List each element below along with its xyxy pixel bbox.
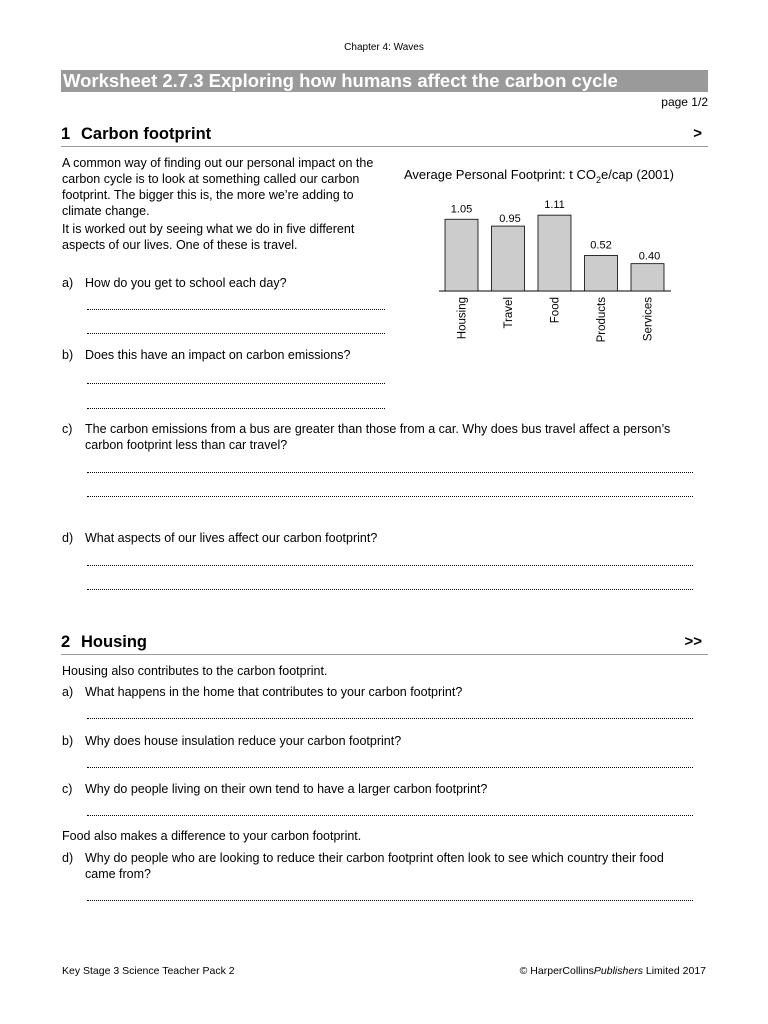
answer-line[interactable]	[87, 408, 385, 409]
footprint-bar-chart	[395, 158, 715, 358]
answer-line[interactable]	[87, 496, 693, 497]
chart-category-label: Travel	[503, 297, 515, 329]
worksheet-title-bar	[61, 70, 708, 92]
answer-line[interactable]	[87, 767, 693, 768]
page-number: page 1/2	[661, 95, 708, 109]
question-2b-letter: b)	[62, 734, 74, 748]
chapter-heading: Chapter 4: Waves	[344, 42, 424, 53]
question-1b-letter: b)	[62, 348, 74, 362]
question-2b-text: Why does house insulation reduce your carbon footprint?	[85, 734, 402, 748]
answer-line[interactable]	[87, 718, 693, 719]
chart-bar-travel	[492, 226, 525, 291]
answer-line[interactable]	[87, 472, 693, 473]
chart-value-label: 0.52	[590, 239, 612, 252]
question-2a-letter: a)	[62, 685, 74, 699]
section-1-intro-2: It is worked out by seeing what we do in five different aspects of our lives. One of these is travel.	[62, 222, 355, 252]
chart-value-label: 1.11	[544, 199, 565, 212]
section-1-number: 1	[61, 125, 71, 143]
answer-line[interactable]	[87, 383, 385, 384]
chart-category-label: Food	[549, 297, 562, 324]
answer-line[interactable]	[87, 815, 693, 816]
question-2a-text: What happens in the home that contributes to your carbon footprint?	[85, 685, 463, 699]
footer-left: Key Stage 3 Science Teacher Pack 2	[62, 965, 235, 977]
footer-copyright: © HarperCollinsPublishers Limited 2017	[519, 965, 706, 977]
answer-line[interactable]	[87, 589, 693, 590]
food-statement: Food also makes a difference to your carbon footprint.	[62, 829, 362, 843]
answer-line[interactable]	[87, 565, 693, 566]
chart-value-label: 1.05	[450, 203, 473, 216]
question-2d-text: Why do people who are looking to reduce their carbon footprint often look to see which country their food came from?	[85, 851, 664, 881]
chart-bar-services	[631, 264, 664, 291]
question-1d-text: What aspects of our lives affect our carbon footprint?	[85, 531, 378, 545]
question-1c-letter: c)	[62, 422, 73, 436]
section-2-title: Housing	[81, 633, 147, 651]
chart-category-label: Products	[596, 297, 608, 343]
chart-value-label: 0.95	[499, 213, 521, 226]
question-1a-letter: a)	[62, 276, 74, 290]
section-1-heading	[61, 124, 708, 147]
question-1b-text: Does this have an impact on carbon emissions?	[85, 348, 351, 362]
answer-line[interactable]	[87, 900, 693, 901]
answer-line[interactable]	[87, 309, 385, 310]
question-2c-letter: c)	[62, 782, 73, 796]
chart-bar-housing	[445, 219, 478, 291]
chart-title: Average Personal Footprint: t $CO_2e$/cap (2001)	[404, 167, 674, 185]
question-1c-text: The carbon emissions from a bus are greater than those from a car. Why does bus travel affect a person’s carbon footprint less than car travel?	[85, 422, 671, 452]
section-1-level-arrow: >	[693, 125, 702, 142]
chart-bar-food	[538, 215, 571, 291]
worksheet-title: Worksheet 2.7.3 Exploring how humans affect the carbon cycle	[63, 70, 618, 91]
question-2d-letter: d)	[62, 851, 74, 865]
section-1-intro-1: A common way of finding out our personal impact on the carbon cycle is to look at something called our carbon footprint. The bigger this is, the more we’re adding to climate change.	[62, 156, 374, 218]
section-1-title: Carbon footprint	[81, 125, 212, 143]
question-1d-letter: d)	[62, 531, 74, 545]
section-2-intro: Housing also contributes to the carbon footprint.	[62, 664, 328, 678]
section-2-heading	[61, 632, 708, 655]
question-1a-text: How do you get to school each day?	[85, 276, 287, 290]
chart-bar-products	[585, 255, 618, 291]
answer-line[interactable]	[87, 333, 385, 334]
section-2-level-arrow: >>	[684, 633, 702, 650]
chart-category-label: Services	[642, 297, 655, 342]
question-2c-text: Why do people living on their own tend to have a larger carbon footprint?	[85, 782, 488, 796]
chart-category-label: Housing	[456, 297, 469, 340]
section-2-number: 2	[61, 633, 71, 651]
chart-value-label: 0.40	[638, 250, 661, 263]
